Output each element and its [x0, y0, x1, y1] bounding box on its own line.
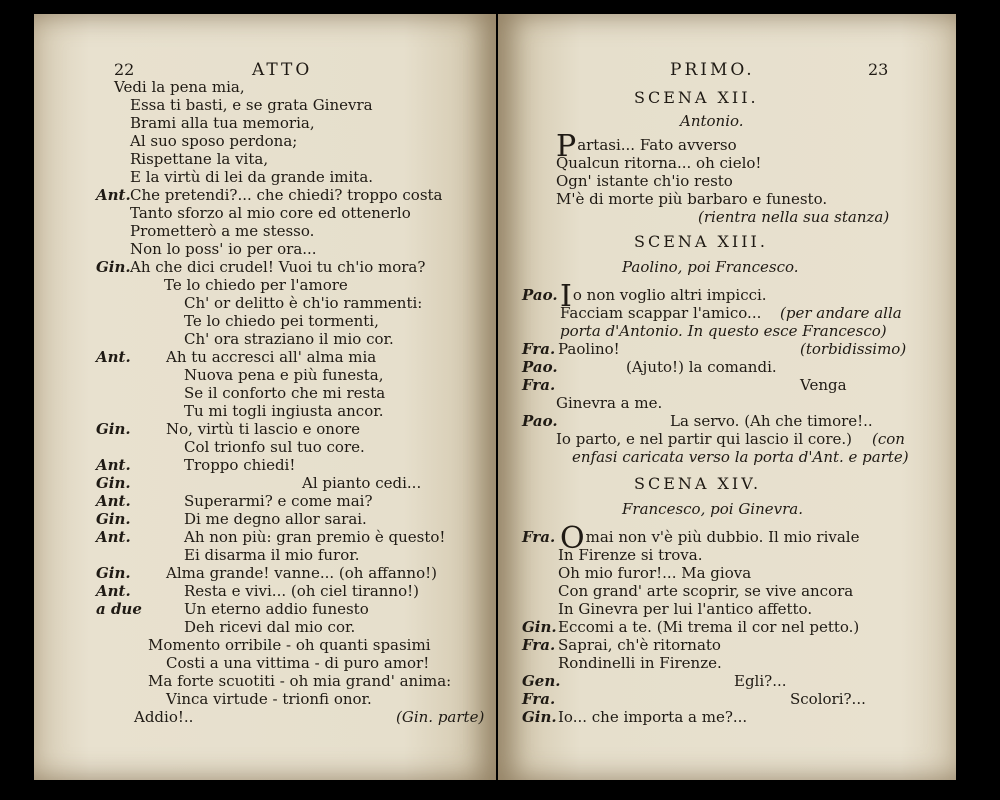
page-number: 23: [868, 60, 889, 79]
speaker: Gin.: [522, 618, 557, 636]
text-line: Egli?...: [734, 672, 787, 690]
text-line: (Ajuto!) la comandi.: [626, 358, 777, 376]
text-line: Momento orribile - oh quanti spasimi: [148, 636, 431, 654]
text-line: Io... che importa a me?...: [558, 708, 748, 726]
text-line: Paolino!: [558, 340, 620, 358]
text-line: Al pianto cedi...: [302, 474, 422, 492]
stage-direction: (rientra nella sua stanza): [698, 208, 890, 226]
text-line: Te lo chiedo per l'amore: [164, 276, 348, 294]
text-line: Saprai, ch'è ritornato: [558, 636, 721, 654]
text-line: Rondinelli in Firenze.: [558, 654, 722, 672]
text-line: Rispettane la vita,: [130, 150, 269, 168]
text-line: Che pretendi?... che chiedi? troppo costa: [130, 186, 443, 204]
speaker: Gin.: [96, 474, 131, 492]
speaker: Gin.: [522, 708, 557, 726]
stage-direction: (torbidissimo): [800, 340, 907, 358]
scene-characters: Antonio.: [680, 112, 744, 130]
speaker: Fra.: [522, 376, 556, 394]
text-line: Te lo chiedo pei tormenti,: [184, 312, 379, 330]
speaker: Gin.: [96, 564, 131, 582]
text-line: Ch' or delitto è ch'io rammenti:: [184, 294, 423, 312]
text-line: Ginevra a me.: [556, 394, 663, 412]
speaker: Ant.: [96, 348, 131, 366]
text-line: Vedi la pena mia,: [114, 78, 245, 96]
text-line: Un eterno addio funesto: [184, 600, 369, 618]
stage-direction: (per andare alla: [780, 304, 902, 322]
text-line: Costi a una vittima - di puro amor!: [166, 654, 430, 672]
speaker: Gin.: [96, 510, 131, 528]
text-line: Nuova pena e più funesta,: [184, 366, 384, 384]
speaker: Ant.: [96, 582, 131, 600]
speaker: Ant.: [96, 456, 131, 474]
text-line: Oh mio furor!... Ma giova: [558, 564, 752, 582]
text-line: Deh ricevi dal mio cor.: [184, 618, 356, 636]
text-line: Addio!..: [134, 708, 194, 726]
text-line: Prometterò a me stesso.: [130, 222, 315, 240]
text-line: Ma forte scuotiti - oh mia grand' anima:: [148, 672, 452, 690]
speaker: Fra.: [522, 690, 556, 708]
text-line: In Ginevra per lui l'antico affetto.: [558, 600, 813, 618]
speaker: Fra.: [522, 636, 556, 654]
text-line: Resta e vivi... (oh ciel tiranno!): [184, 582, 419, 600]
text-line: Eccomi a te. (Mi trema il cor nel petto.): [558, 618, 860, 636]
left-page: [34, 14, 496, 780]
text-line: Non lo poss' io per ora...: [130, 240, 317, 258]
text-line: Vinca virtude - trionfi onor.: [166, 690, 372, 708]
text-line: Ah tu accresci all' alma mia: [166, 348, 377, 366]
text-line: No, virtù ti lascio e onore: [166, 420, 361, 438]
drop-cap: P: [556, 129, 577, 164]
text-line: Con grand' arte scoprir, se vive ancora: [558, 582, 854, 600]
right-page: [498, 14, 956, 780]
text-line: Io parto, e nel partir qui lascio il core.): [556, 430, 852, 448]
scene-title: SCENA XII.: [634, 88, 759, 107]
speaker: Ant.: [96, 492, 131, 510]
text-line: Qualcun ritorna... oh cielo!: [556, 154, 762, 172]
text-line: La servo. (Ah che timore!..: [670, 412, 873, 430]
speaker: Gin.: [96, 420, 131, 438]
running-head: PRIMO.: [670, 60, 755, 80]
text-line: Io non voglio altri impicci.: [560, 279, 767, 314]
stage-direction: (con: [872, 430, 905, 448]
text-line: Omai non v'è più dubbio. Il mio rivale: [560, 521, 860, 556]
text-line: Scolori?...: [790, 690, 866, 708]
text-line: E la virtù di lei da grande imita.: [130, 168, 374, 186]
page-number: 22: [114, 60, 135, 79]
text-line: Ch' ora straziano il mio cor.: [184, 330, 394, 348]
text-line: Tu mi togli ingiusta ancor.: [184, 402, 384, 420]
speaker: Fra.: [522, 528, 556, 546]
text-line: M'è di morte più barbaro e funesto.: [556, 190, 828, 208]
speaker: Ant.: [96, 528, 131, 546]
scene-characters: Francesco, poi Ginevra.: [622, 500, 803, 518]
text-line: Ei disarma il mio furor.: [184, 546, 360, 564]
speaker: Pao.: [522, 412, 558, 430]
text-line: Se il conforto che mi resta: [184, 384, 386, 402]
text-line: Partasi... Fato avverso: [556, 129, 737, 164]
scene-title: SCENA XIV.: [634, 474, 762, 493]
stage-direction: (Gin. parte): [396, 708, 485, 726]
speaker: Pao.: [522, 358, 558, 376]
speaker: Pao.: [522, 286, 558, 304]
scene-title: SCENA XIII.: [634, 232, 768, 251]
drop-cap: I: [560, 279, 572, 314]
text-line: Brami alla tua memoria,: [130, 114, 315, 132]
text-line: Al suo sposo perdona;: [130, 132, 298, 150]
text-line: Ah che dici crudel! Vuoi tu ch'io mora?: [130, 258, 426, 276]
running-head: ATTO: [252, 60, 313, 80]
stage-direction: enfasi caricata verso la porta d'Ant. e parte): [572, 448, 909, 466]
speaker: a due: [96, 600, 142, 618]
speaker: Ant.: [96, 186, 131, 204]
text-line: Ogn' istante ch'io resto: [556, 172, 733, 190]
text-line: Essa ti basti, e se grata Ginevra: [130, 96, 373, 114]
text-line: Col trionfo sul tuo core.: [184, 438, 365, 456]
text-line: Superarmi? e come mai?: [184, 492, 373, 510]
text-line: Tanto sforzo al mio core ed ottenerlo: [130, 204, 411, 222]
speaker: Gen.: [522, 672, 561, 690]
stage-direction: porta d'Antonio. In questo esce Francesco): [560, 322, 887, 340]
text-line: Venga: [800, 376, 847, 394]
text-line: Alma grande! vanne... (oh affanno!): [166, 564, 437, 582]
text-line: Di me degno allor sarai.: [184, 510, 367, 528]
speaker: Fra.: [522, 340, 556, 358]
text-line: Facciam scappar l'amico...: [560, 304, 762, 322]
text-line: Troppo chiedi!: [184, 456, 296, 474]
speaker: Gin.: [96, 258, 131, 276]
drop-cap: O: [560, 521, 585, 556]
scene-characters: Paolino, poi Francesco.: [622, 258, 799, 276]
text-line: In Firenze si trova.: [558, 546, 703, 564]
text-line: Ah non più: gran premio è questo!: [184, 528, 446, 546]
